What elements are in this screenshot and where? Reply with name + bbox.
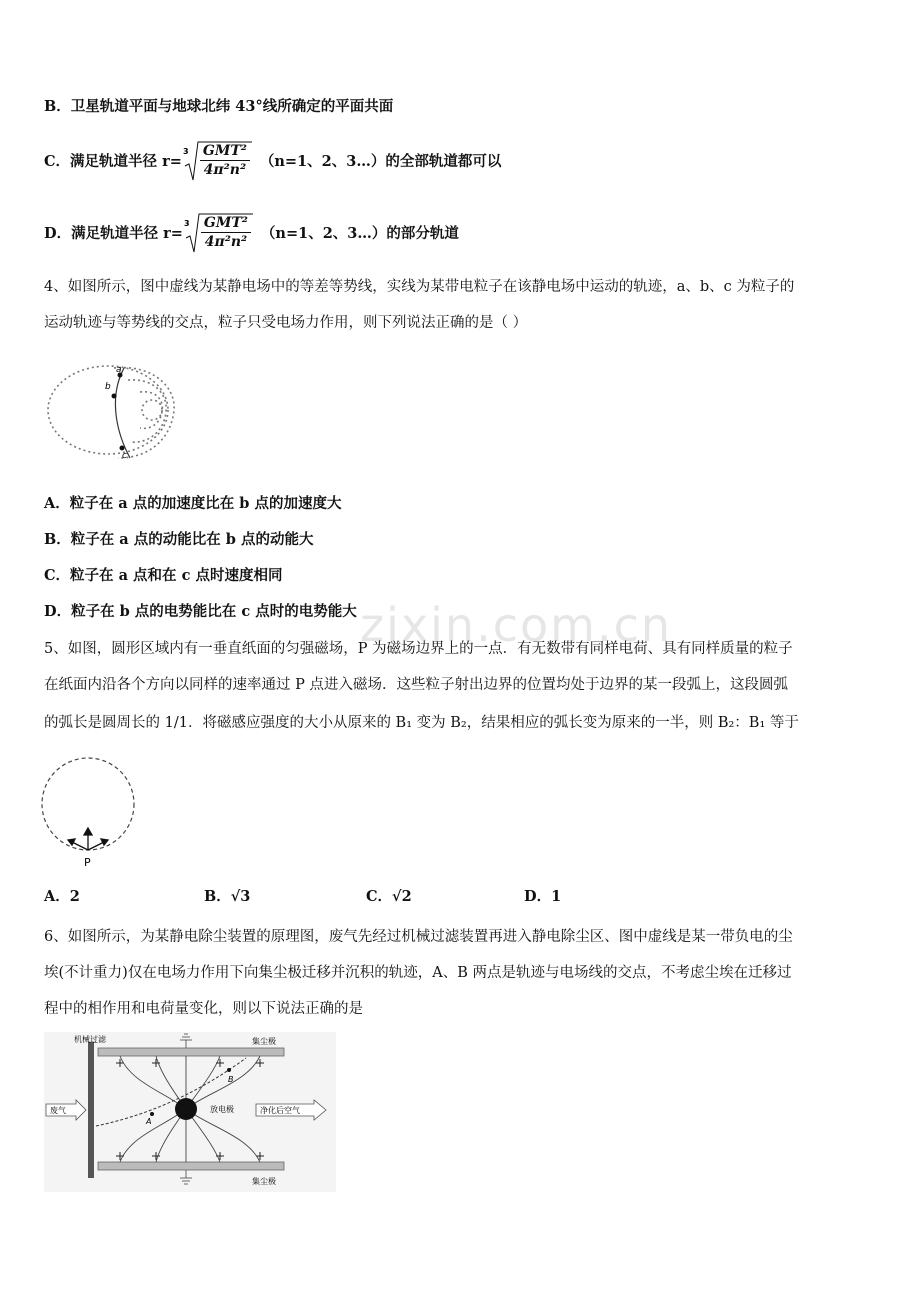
watermark: zixin.com.cn bbox=[360, 598, 673, 652]
q3-option-b: B．卫星轨道平面与地球北纬 43°线所确定的平面共面 bbox=[44, 98, 394, 115]
q5-text-line1: 5、如图，圆形区域内有一垂直纸面的匀强磁场，P 为磁场边界上的一点．有无数带有同样电荷、具有同样质量的粒子 bbox=[44, 641, 793, 657]
q5-option-c: C．√2 bbox=[366, 888, 412, 905]
q3-option-d bbox=[44, 212, 459, 256]
q4-option-b: B．粒子在 a 点的动能比在 b 点的动能大 bbox=[44, 531, 314, 548]
q6-dust-collector-figure bbox=[44, 1032, 336, 1192]
q3-option-c-prefix: C．满足轨道半径 r= bbox=[44, 153, 182, 170]
q5-option-b: B．√3 bbox=[204, 888, 251, 905]
q4-label-c: c bbox=[122, 451, 127, 461]
q4-text-line1: 4、如图所示，图中虚线为某静电场中的等差等势线，实线为某带电粒子在该静电场中运动的轨迹，a、b、c 为粒子的 bbox=[44, 279, 795, 295]
q4-option-a: A．粒子在 a 点的加速度比在 b 点的加速度大 bbox=[44, 495, 342, 512]
q5-option-d: D．1 bbox=[524, 888, 562, 905]
svg-text:3: 3 bbox=[183, 219, 190, 228]
q3-option-d-suffix: （n=1、2、3…）的部分轨道 bbox=[260, 225, 459, 242]
q6-electrode-label: 放电极 bbox=[210, 1105, 234, 1114]
q3-c-denominator: 4π²n² bbox=[203, 162, 247, 178]
q3-option-d-formula bbox=[183, 212, 255, 256]
q4-equipotential-figure bbox=[44, 358, 178, 466]
q4-text-line2: 运动轨迹与等势线的交点，粒子只受电场力作用，则下列说法正确的是（ ） bbox=[44, 315, 528, 331]
q6-collector-top-label: 集尘极 bbox=[252, 1037, 276, 1046]
q4-label-a: a bbox=[116, 365, 122, 375]
q3-option-c-formula bbox=[182, 140, 254, 184]
q5-point-p: P bbox=[84, 856, 91, 869]
q6-inlet-label: 废气 bbox=[50, 1106, 66, 1115]
svg-text:3: 3 bbox=[182, 147, 189, 156]
q6-point-b: B bbox=[228, 1075, 234, 1084]
q6-text-line3: 程中的相作用和电荷量变化，则以下说法正确的是 bbox=[44, 1001, 363, 1017]
q4-option-d: D．粒子在 b 点的电势能比在 c 点时的电势能大 bbox=[44, 603, 357, 620]
q3-d-numerator: GMT² bbox=[201, 214, 251, 233]
q3-d-denominator: 4π²n² bbox=[204, 234, 248, 250]
q5-option-a: A．2 bbox=[44, 888, 80, 905]
q5-text-line2: 在纸面内沿各个方向以同样的速率通过 P 点进入磁场．这些粒子射出边界的位置均处于边界的某一段弧上，这段圆弧 bbox=[44, 677, 788, 693]
q6-text-line1: 6、如图所示，为某静电除尘装置的原理图，废气先经过机械过滤装置再进入静电除尘区、图中虚线是某一带负电的尘 bbox=[44, 929, 793, 945]
q3-option-d-prefix: D．满足轨道半径 r= bbox=[44, 225, 183, 242]
q3-option-c bbox=[44, 140, 501, 184]
q3-c-numerator: GMT² bbox=[200, 142, 250, 161]
q6-filter-label: 机械过滤 bbox=[74, 1035, 106, 1044]
q6-text-line2: 埃(不计重力)仅在电场力作用下向集尘极迁移并沉积的轨迹，A、B 两点是轨迹与电场线的交点，不考虑尘埃在迁移过 bbox=[44, 965, 792, 981]
q5-magnetic-field-figure bbox=[38, 754, 142, 870]
q6-point-a: A bbox=[146, 1117, 152, 1126]
q4-label-b: b bbox=[105, 382, 111, 392]
q6-collector-bottom-label: 集尘极 bbox=[252, 1177, 276, 1186]
q3-option-c-suffix: （n=1、2、3…）的全部轨道都可以 bbox=[259, 153, 502, 170]
q6-outlet-label: 净化后空气 bbox=[260, 1106, 300, 1115]
q4-option-c: C．粒子在 a 点和在 c 点时速度相同 bbox=[44, 567, 283, 584]
q5-text-line3: 的弧长是圆周长的 1/1．将磁感应强度的大小从原来的 B₁ 变为 B₂，结果相应的弧长变为原来的一半，则 B₂：B₁ 等于 bbox=[44, 715, 799, 731]
